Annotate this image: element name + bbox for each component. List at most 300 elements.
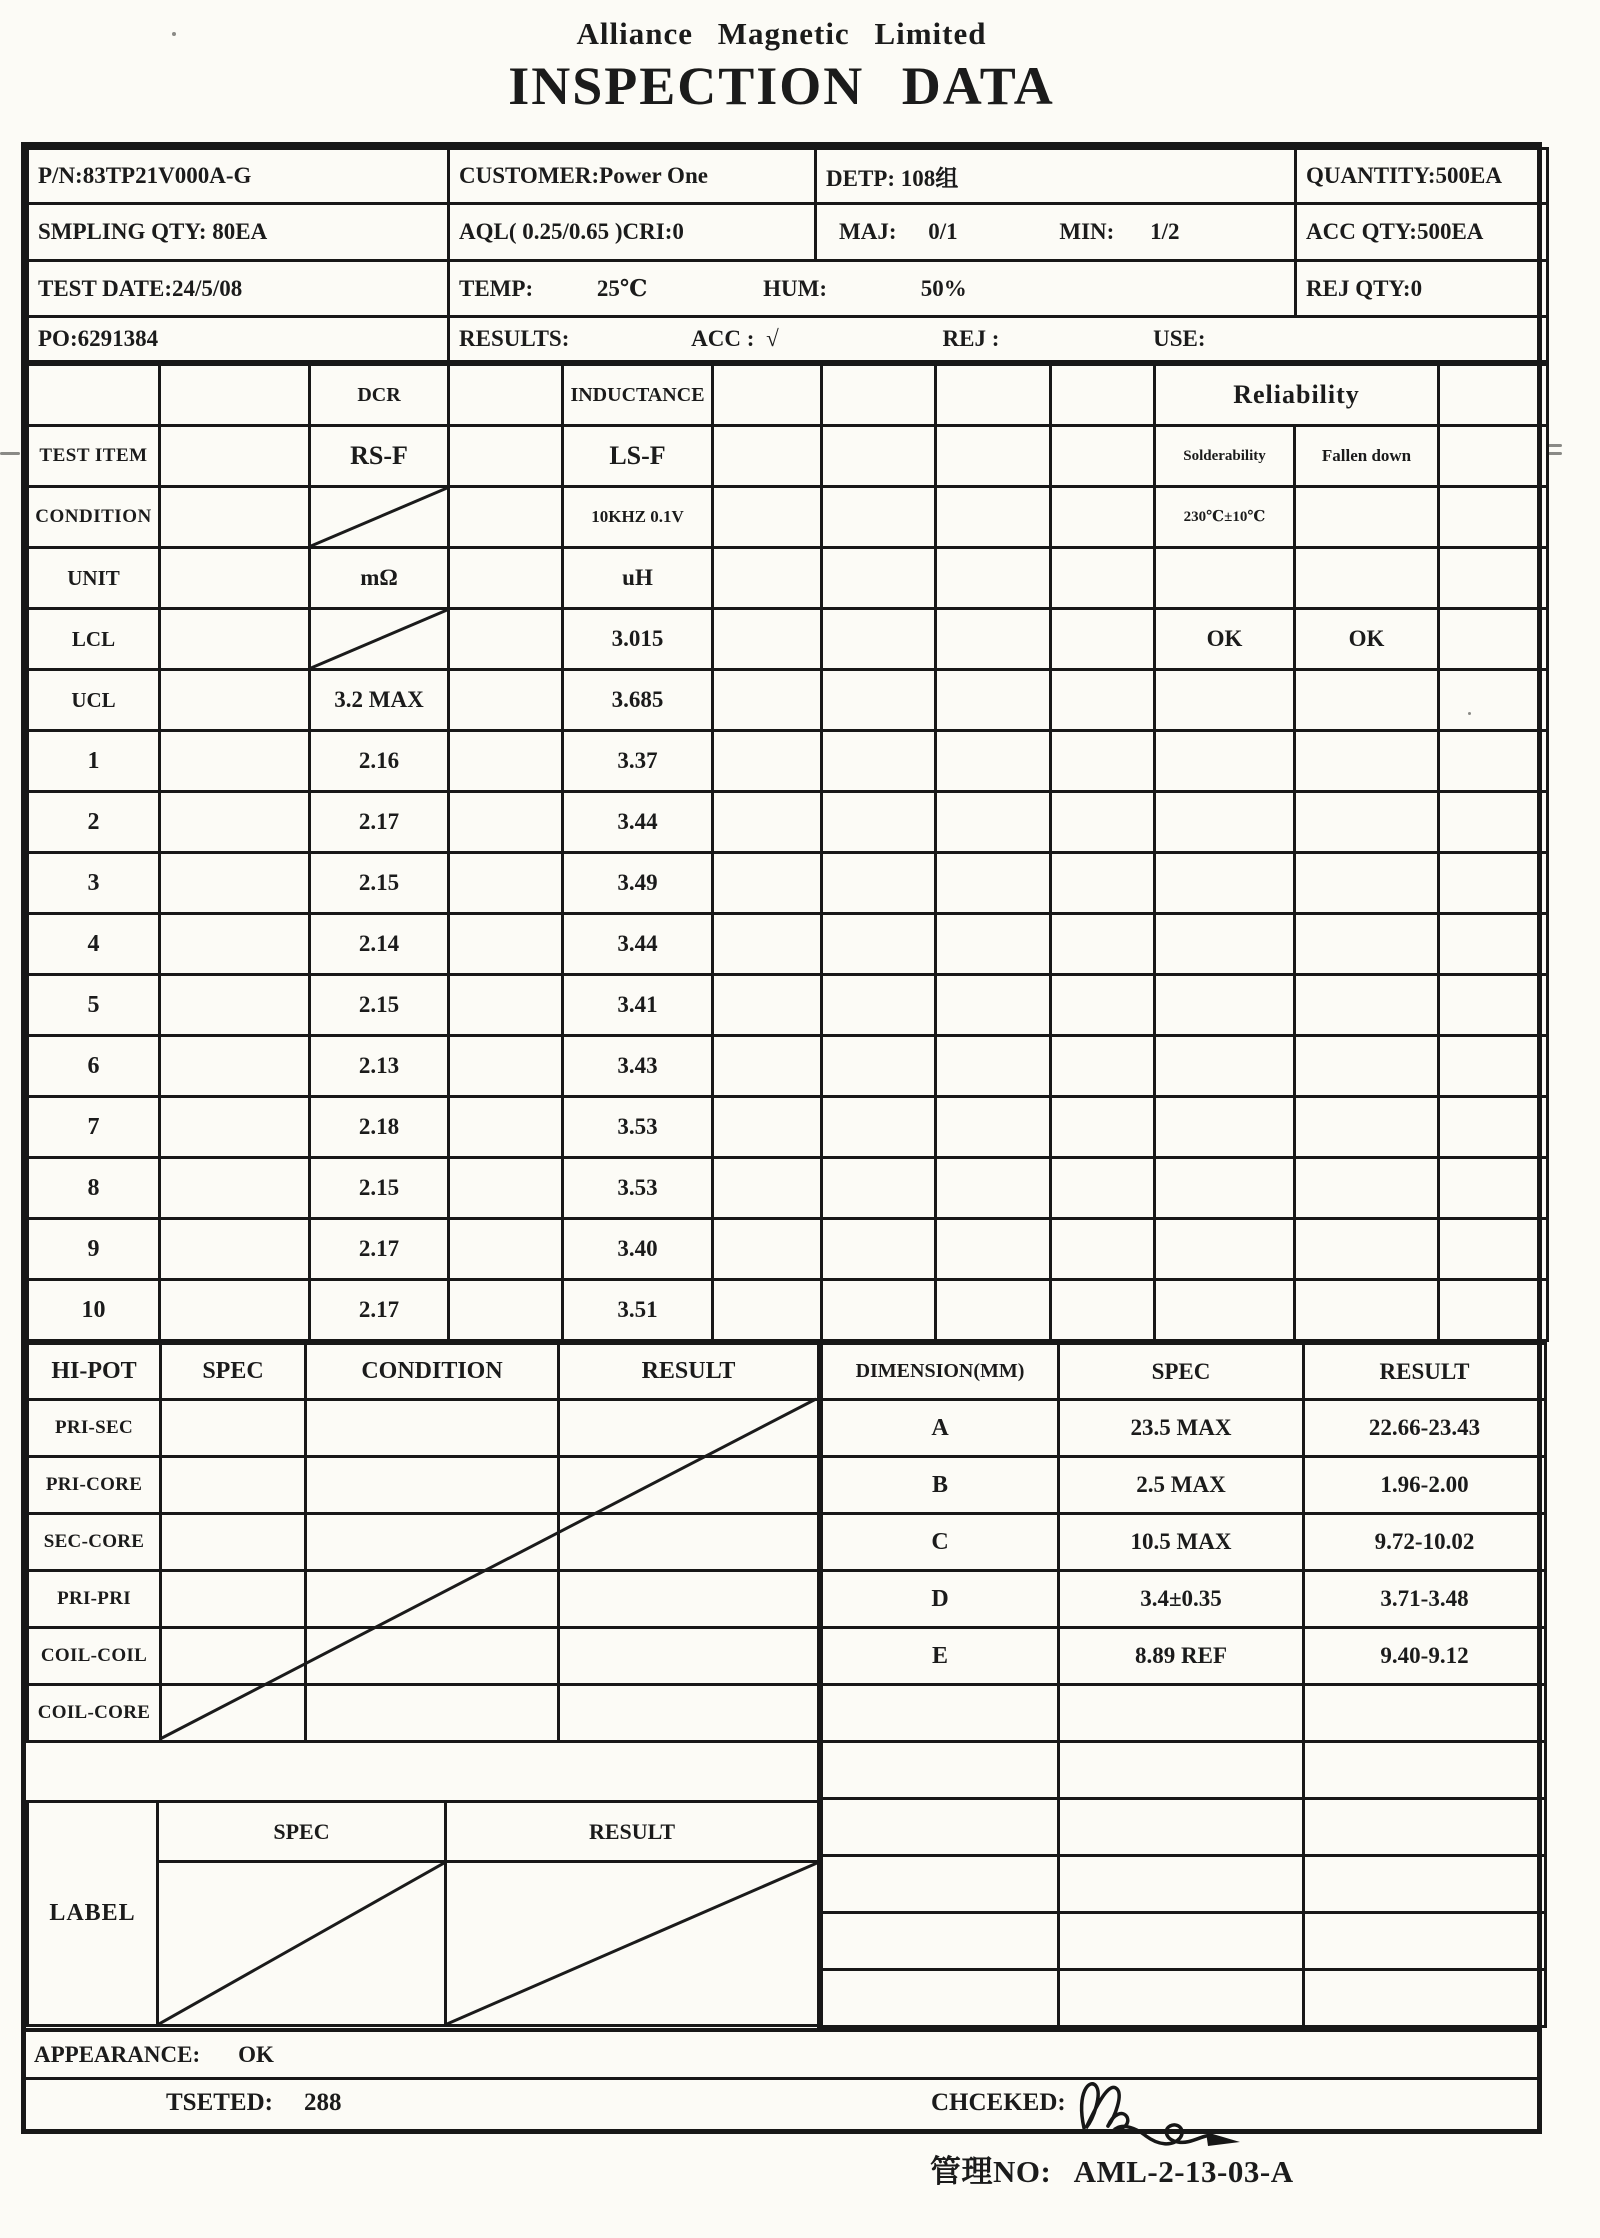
empty-cell: [936, 1219, 1051, 1280]
dcr-group-header: DCR: [310, 365, 449, 426]
rs-value: 2.14: [310, 914, 449, 975]
empty-cell: [713, 670, 822, 731]
rs-f-header: RS-F: [310, 426, 449, 487]
sample-number: 9: [28, 1219, 160, 1280]
ls-value: 3.53: [563, 1097, 713, 1158]
empty-cell: [1304, 1970, 1546, 2027]
empty-cell: [936, 1036, 1051, 1097]
empty-cell: [449, 1158, 563, 1219]
tested-value: 288: [304, 2089, 342, 2116]
empty-cell: [1295, 853, 1439, 914]
empty-cell: [160, 1158, 310, 1219]
rs-value: 2.13: [310, 1036, 449, 1097]
rs-value: 2.16: [310, 731, 449, 792]
fallen-down-result: OK: [1295, 609, 1439, 670]
empty-cell: [559, 1685, 819, 1742]
empty-cell: [1051, 365, 1155, 426]
title-block: [21, 16, 1542, 117]
empty-cell: [306, 1685, 559, 1742]
dimension-result-header: RESULT: [1304, 1344, 1546, 1400]
empty-cell: [1439, 1219, 1548, 1280]
appearance-value: OK: [238, 2041, 274, 2067]
empty-cell: [1155, 792, 1295, 853]
empty-cell: [936, 426, 1051, 487]
empty-cell: [936, 365, 1051, 426]
empty-cell: [160, 487, 310, 548]
diagonal-cell: [310, 609, 449, 670]
empty-cell: [713, 792, 822, 853]
ls-value: 3.51: [563, 1280, 713, 1341]
empty-cell: [1439, 1097, 1548, 1158]
empty-cell: [713, 1280, 822, 1341]
empty-cell: [449, 1219, 563, 1280]
results-label: RESULTS:: [459, 326, 570, 351]
empty-cell: [449, 487, 563, 548]
empty-cell: [449, 975, 563, 1036]
detp: DETP: 108组: [816, 149, 1296, 204]
appearance-row: [26, 2028, 1537, 2077]
empty-cell: [822, 1970, 1059, 2027]
diagonal-line: [311, 488, 447, 546]
empty-cell: [713, 731, 822, 792]
dimension-result: 1.96-2.00: [1304, 1457, 1546, 1514]
empty-cell: [160, 609, 310, 670]
rej-label: REJ :: [942, 326, 1000, 351]
solderability-condition: 230℃±10℃: [1155, 487, 1295, 548]
empty-cell: [1439, 731, 1548, 792]
empty-cell: [822, 1685, 1059, 1742]
empty-cell: [822, 731, 936, 792]
ucl-rs-value: 3.2 MAX: [310, 670, 449, 731]
empty-cell: [1155, 731, 1295, 792]
empty-cell: [1295, 1158, 1439, 1219]
maj-min-cell: [816, 204, 1296, 261]
appearance-label: APPEARANCE:: [34, 2041, 201, 2067]
dimension-item: A: [822, 1400, 1059, 1457]
empty-cell: [1304, 1913, 1546, 1970]
empty-cell: [449, 792, 563, 853]
lower-section: [26, 1342, 1537, 2028]
empty-cell: [1059, 1856, 1304, 1913]
empty-cell: [1155, 975, 1295, 1036]
empty-cell: [161, 1514, 306, 1571]
empty-cell: [1439, 1158, 1548, 1219]
empty-cell: [936, 1280, 1051, 1341]
empty-cell: [1439, 426, 1548, 487]
empty-cell: [160, 731, 310, 792]
label-section-title: LABEL: [28, 1802, 158, 2026]
empty-cell: [1439, 365, 1548, 426]
empty-cell: [449, 670, 563, 731]
ls-value: 3.37: [563, 731, 713, 792]
empty-cell: [306, 1457, 559, 1514]
empty-cell: [160, 426, 310, 487]
empty-cell: [306, 1514, 559, 1571]
empty-cell: [822, 792, 936, 853]
empty-cell: [936, 975, 1051, 1036]
acc-checkmark: √: [766, 326, 779, 351]
empty-cell: [1059, 1970, 1304, 2027]
empty-cell: [822, 1913, 1059, 1970]
empty-cell: [160, 670, 310, 731]
empty-cell: [1155, 1158, 1295, 1219]
diagonal-cell: [310, 487, 449, 548]
diagonal-cell: [446, 1862, 819, 2026]
empty-cell: [1051, 426, 1155, 487]
rs-value: 2.15: [310, 1158, 449, 1219]
empty-cell: [449, 1097, 563, 1158]
empty-cell: [449, 1280, 563, 1341]
sample-number: 5: [28, 975, 160, 1036]
empty-cell: [161, 1628, 306, 1685]
dimension-spec: 10.5 MAX: [1059, 1514, 1304, 1571]
empty-cell: [822, 1219, 936, 1280]
dimension-item: E: [822, 1628, 1059, 1685]
empty-cell: [1155, 1036, 1295, 1097]
temp-value: 25℃: [596, 276, 648, 301]
empty-cell: [449, 609, 563, 670]
empty-cell: [1051, 792, 1155, 853]
ucl-ls-value: 3.685: [563, 670, 713, 731]
acc-qty: ACC QTY:500EA: [1296, 204, 1548, 261]
empty-cell: [1439, 487, 1548, 548]
empty-cell: [713, 426, 822, 487]
empty-cell: [1051, 670, 1155, 731]
empty-cell: [1051, 1280, 1155, 1341]
empty-cell: [559, 1457, 819, 1514]
solderability-header: Solderability: [1155, 426, 1295, 487]
dimension-result: 3.71-3.48: [1304, 1571, 1546, 1628]
empty-cell: [822, 975, 936, 1036]
test-date: TEST DATE:24/5/08: [28, 261, 449, 317]
empty-cell: [822, 1097, 936, 1158]
empty-cell: [822, 548, 936, 609]
empty-cell: [1059, 1913, 1304, 1970]
hum-label: HUM:: [763, 276, 828, 301]
empty-cell: [713, 1036, 822, 1097]
temp-label: TEMP:: [459, 276, 534, 301]
empty-cell: [1295, 1097, 1439, 1158]
empty-cell: [161, 1457, 306, 1514]
dimension-spec: 23.5 MAX: [1059, 1400, 1304, 1457]
empty-cell: [1439, 548, 1548, 609]
empty-cell: [936, 487, 1051, 548]
empty-cell: [713, 1097, 822, 1158]
empty-cell: [1439, 975, 1548, 1036]
empty-cell: [713, 853, 822, 914]
scan-artifact: [0, 452, 20, 455]
ucl-label: UCL: [28, 670, 160, 731]
tested-label: TSETED:: [166, 2089, 273, 2116]
empty-cell: [160, 365, 310, 426]
sample-number: 3: [28, 853, 160, 914]
empty-cell: [449, 548, 563, 609]
hipot-row-label: PRI-PRI: [28, 1571, 161, 1628]
scan-artifact: [1548, 444, 1562, 447]
min-value: 1/2: [1150, 219, 1180, 244]
empty-cell: [161, 1685, 306, 1742]
hipot-row-label: COIL-CORE: [28, 1685, 161, 1742]
empty-cell: [713, 609, 822, 670]
sampling-qty: SMPLING QTY: 80EA: [28, 204, 449, 261]
scan-artifact: [1548, 452, 1562, 455]
info-table: [26, 147, 1549, 363]
ls-value: 3.44: [563, 792, 713, 853]
empty-cell: [822, 1856, 1059, 1913]
empty-cell: [713, 548, 822, 609]
empty-cell: [160, 914, 310, 975]
empty-cell: [1439, 792, 1548, 853]
empty-cell: [559, 1571, 819, 1628]
dimension-result: 9.72-10.02: [1304, 1514, 1546, 1571]
empty-strip: [26, 1743, 817, 1800]
empty-cell: [160, 975, 310, 1036]
empty-cell: [449, 365, 563, 426]
empty-cell: [1155, 670, 1295, 731]
empty-cell: [559, 1628, 819, 1685]
aql: AQL( 0.25/0.65 )CRI:0: [449, 204, 816, 261]
hipot-row-label: PRI-SEC: [28, 1400, 161, 1457]
empty-cell: [1304, 1856, 1546, 1913]
temp-hum-cell: [449, 261, 1296, 317]
inductance-group-header: INDUCTANCE: [563, 365, 713, 426]
dimension-result: 9.40-9.12: [1304, 1628, 1546, 1685]
dimension-spec: 3.4±0.35: [1059, 1571, 1304, 1628]
empty-cell: [160, 1036, 310, 1097]
empty-cell: [1059, 1742, 1304, 1799]
empty-cell: [1155, 853, 1295, 914]
empty-cell: [1295, 731, 1439, 792]
ls-f-header: LS-F: [563, 426, 713, 487]
empty-cell: [449, 426, 563, 487]
hipot-row-label: COIL-COIL: [28, 1628, 161, 1685]
empty-cell: [1439, 1280, 1548, 1341]
hipot-header: HI-POT: [28, 1344, 161, 1400]
measurement-table: [26, 363, 1549, 1342]
empty-cell: [1295, 792, 1439, 853]
page-title: INSPECTION DATA: [508, 56, 1055, 116]
ls-unit: uH: [563, 548, 713, 609]
ls-value: 3.40: [563, 1219, 713, 1280]
empty-cell: [1051, 609, 1155, 670]
diagonal-line: [447, 1863, 817, 2024]
hipot-table: [26, 1342, 820, 1743]
empty-cell: [161, 1571, 306, 1628]
sample-number: 8: [28, 1158, 160, 1219]
empty-cell: [713, 365, 822, 426]
dimension-spec-header: SPEC: [1059, 1344, 1304, 1400]
empty-cell: [1295, 975, 1439, 1036]
empty-cell: [713, 1219, 822, 1280]
rej-qty: REJ QTY:0: [1296, 261, 1548, 317]
diagonal-line: [311, 610, 447, 668]
ls-value: 3.44: [563, 914, 713, 975]
empty-cell: [1439, 609, 1548, 670]
hipot-spec-header: SPEC: [161, 1344, 306, 1400]
empty-cell: [713, 1158, 822, 1219]
empty-cell: [1155, 1280, 1295, 1341]
use-label: USE:: [1153, 326, 1206, 351]
empty-cell: [1295, 670, 1439, 731]
empty-cell: [1051, 975, 1155, 1036]
empty-cell: [936, 609, 1051, 670]
empty-cell: [1051, 1219, 1155, 1280]
empty-cell: [1155, 1219, 1295, 1280]
min-label: MIN:: [1059, 219, 1115, 244]
empty-cell: [936, 548, 1051, 609]
empty-cell: [160, 853, 310, 914]
dimension-item: B: [822, 1457, 1059, 1514]
empty-cell: [1051, 548, 1155, 609]
empty-cell: [822, 1799, 1059, 1856]
label-spec-header: SPEC: [158, 1802, 446, 1862]
hipot-label-panel: [26, 1342, 820, 2028]
empty-cell: [160, 548, 310, 609]
dimension-result: 22.66-23.43: [1304, 1400, 1546, 1457]
part-number: P/N:83TP21V000A-G: [28, 149, 449, 204]
results-cell: [449, 317, 1548, 362]
acc-label: ACC :: [691, 326, 755, 351]
empty-cell: [160, 1219, 310, 1280]
empty-cell: [449, 853, 563, 914]
dimension-table: [820, 1342, 1547, 2028]
empty-cell: [28, 365, 160, 426]
empty-cell: [822, 914, 936, 975]
empty-cell: [936, 792, 1051, 853]
empty-cell: [1051, 487, 1155, 548]
rs-value: 2.15: [310, 853, 449, 914]
condition-label: CONDITION: [28, 487, 160, 548]
sample-number: 10: [28, 1280, 160, 1341]
checked-label: CHCEKED:: [931, 2089, 1066, 2116]
empty-cell: [1304, 1799, 1546, 1856]
empty-cell: [822, 365, 936, 426]
sample-number: 2: [28, 792, 160, 853]
dimension-item: D: [822, 1571, 1059, 1628]
empty-cell: [1155, 1097, 1295, 1158]
empty-cell: [936, 914, 1051, 975]
ls-value: 3.49: [563, 853, 713, 914]
empty-cell: [936, 1158, 1051, 1219]
hipot-result-header: RESULT: [559, 1344, 819, 1400]
empty-cell: [1295, 1219, 1439, 1280]
lcl-ls-value: 3.015: [563, 609, 713, 670]
empty-cell: [1295, 1280, 1439, 1341]
sample-number: 1: [28, 731, 160, 792]
empty-cell: [1051, 853, 1155, 914]
empty-cell: [713, 487, 822, 548]
empty-cell: [1295, 1036, 1439, 1097]
empty-cell: [306, 1571, 559, 1628]
empty-cell: [1295, 548, 1439, 609]
empty-cell: [822, 670, 936, 731]
empty-cell: [160, 1097, 310, 1158]
empty-cell: [713, 914, 822, 975]
empty-cell: [936, 1097, 1051, 1158]
empty-cell: [1155, 548, 1295, 609]
company-name: Alliance Magnetic Limited: [576, 16, 987, 51]
empty-cell: [1051, 914, 1155, 975]
empty-cell: [1295, 914, 1439, 975]
hipot-condition-header: CONDITION: [306, 1344, 559, 1400]
hum-value: 50%: [920, 276, 967, 301]
ls-condition: 10KHZ 0.1V: [563, 487, 713, 548]
empty-cell: [822, 1280, 936, 1341]
empty-cell: [822, 487, 936, 548]
dimension-header: DIMENSION(MM): [822, 1344, 1059, 1400]
rs-value: 2.17: [310, 1280, 449, 1341]
rs-value: 2.18: [310, 1097, 449, 1158]
po-number: PO:6291384: [28, 317, 449, 362]
dimension-item: C: [822, 1514, 1059, 1571]
signoff-row: [26, 2077, 1537, 2129]
maj-value: 0/1: [928, 219, 958, 244]
hipot-row-label: SEC-CORE: [28, 1514, 161, 1571]
rs-value: 2.17: [310, 792, 449, 853]
empty-cell: [936, 853, 1051, 914]
test-item-label: TEST ITEM: [28, 426, 160, 487]
empty-cell: [822, 609, 936, 670]
empty-cell: [936, 731, 1051, 792]
empty-cell: [1439, 670, 1548, 731]
empty-cell: [1051, 731, 1155, 792]
ls-value: 3.41: [563, 975, 713, 1036]
empty-cell: [1059, 1799, 1304, 1856]
inspection-form: [21, 142, 1542, 2134]
empty-cell: [160, 1280, 310, 1341]
empty-cell: [822, 1158, 936, 1219]
empty-cell: [1059, 1685, 1304, 1742]
empty-cell: [449, 914, 563, 975]
label-table: [26, 1800, 820, 2027]
empty-cell: [559, 1400, 819, 1457]
empty-cell: [1439, 914, 1548, 975]
dimension-spec: 8.89 REF: [1059, 1628, 1304, 1685]
empty-cell: [1304, 1685, 1546, 1742]
doc-no-label: 管理NO:: [930, 2154, 1052, 2189]
empty-cell: [1051, 1158, 1155, 1219]
empty-cell: [306, 1628, 559, 1685]
empty-cell: [449, 731, 563, 792]
diagonal-line: [159, 1863, 444, 2024]
empty-cell: [1304, 1742, 1546, 1799]
hipot-row-label: PRI-CORE: [28, 1457, 161, 1514]
rs-value: 2.15: [310, 975, 449, 1036]
empty-cell: [822, 1036, 936, 1097]
ls-value: 3.43: [563, 1036, 713, 1097]
dimension-spec: 2.5 MAX: [1059, 1457, 1304, 1514]
empty-cell: [160, 792, 310, 853]
empty-cell: [1439, 1036, 1548, 1097]
empty-cell: [822, 853, 936, 914]
lcl-label: LCL: [28, 609, 160, 670]
empty-cell: [713, 975, 822, 1036]
empty-cell: [1051, 1036, 1155, 1097]
reliability-group-header: Reliability: [1155, 365, 1439, 426]
empty-cell: [449, 1036, 563, 1097]
sample-number: 7: [28, 1097, 160, 1158]
empty-cell: [936, 670, 1051, 731]
maj-label: MAJ:: [839, 219, 897, 244]
empty-cell: [822, 1742, 1059, 1799]
label-result-header: RESULT: [446, 1802, 819, 1862]
fallen-down-header: Fallen down: [1295, 426, 1439, 487]
empty-cell: [559, 1514, 819, 1571]
empty-cell: [306, 1400, 559, 1457]
empty-cell: [822, 426, 936, 487]
rs-unit: mΩ: [310, 548, 449, 609]
ls-value: 3.53: [563, 1158, 713, 1219]
